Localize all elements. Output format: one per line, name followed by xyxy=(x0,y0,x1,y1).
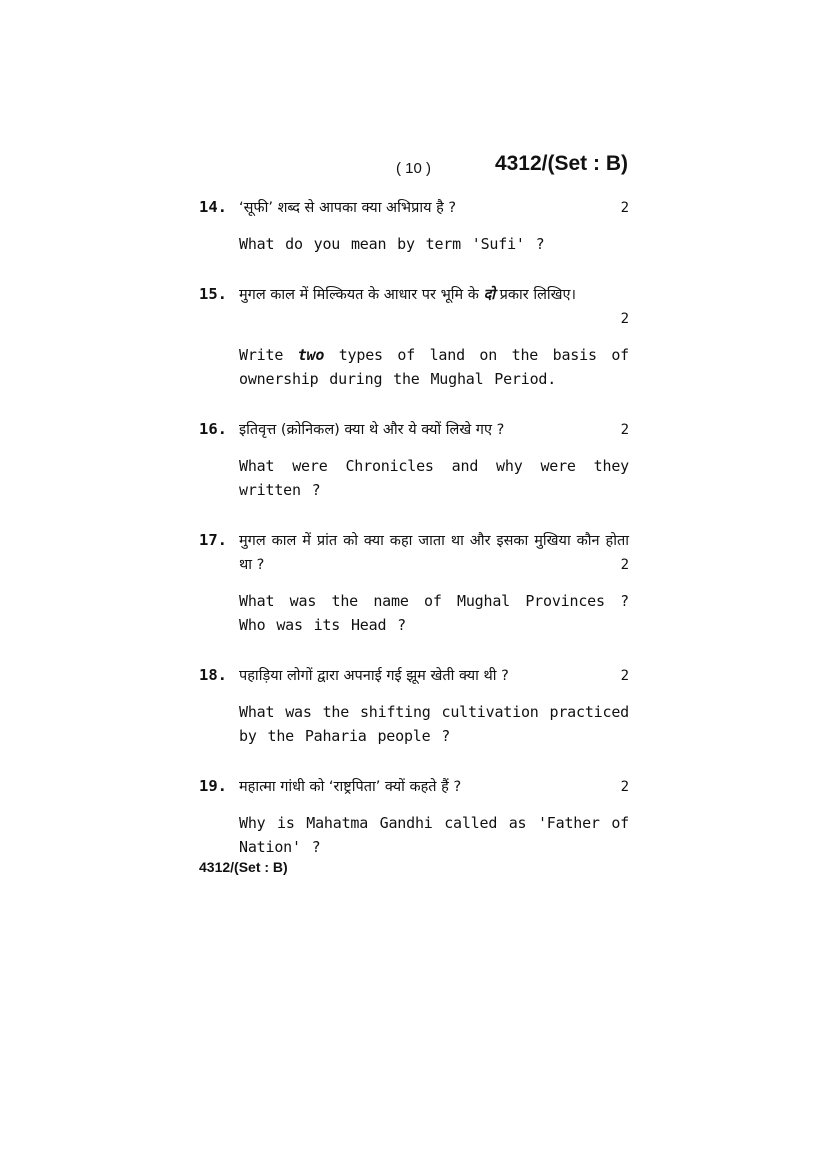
question-english: What were Chronicles and why were they written ? xyxy=(239,456,629,499)
question-english: What was the name of Mughal Provinces ? Who was its Head ? xyxy=(239,591,629,634)
question-number: 14. xyxy=(199,198,227,216)
question-hindi xyxy=(239,283,629,307)
question-hindi xyxy=(239,775,629,799)
question-number: 16. xyxy=(199,419,227,438)
question-hindi-text: मुगल काल में मिल्कियत के आधार पर भूमि के xyxy=(239,286,479,303)
question-19 xyxy=(199,775,629,860)
question-hindi xyxy=(239,196,629,220)
question-english: What do you mean by term 'Sufi' ? xyxy=(239,235,545,253)
question-18 xyxy=(199,664,629,749)
question-english-end: types of land on the basis of ownership during the Mughal Period. xyxy=(239,345,629,388)
question-16 xyxy=(199,418,629,503)
question-hindi-text: पहाड़िया लोगों द्वारा अपनाई गई झूम खेती क्या थी ? xyxy=(239,667,509,684)
question-hindi xyxy=(239,418,629,442)
question-14 xyxy=(199,196,629,257)
question-number: 18. xyxy=(199,665,227,684)
question-hindi-emphasis: दो xyxy=(483,286,496,303)
paper-code-footer: 4312/(Set : B) xyxy=(199,859,288,875)
question-marks: 2 xyxy=(620,778,629,795)
page-number: ( 10 ) xyxy=(396,160,432,177)
question-english: What was the shifting cultivation practiced by the Paharia people ? xyxy=(239,702,629,745)
question-17 xyxy=(199,529,629,638)
question-hindi-text: ‘सूफी’ शब्द से आपका क्या अभिप्राय है ? xyxy=(239,200,457,216)
question-english-emphasis: two xyxy=(297,345,325,364)
question-number: 17. xyxy=(199,530,227,549)
question-15 xyxy=(199,283,629,392)
question-english xyxy=(239,343,629,392)
question-english-start: Write xyxy=(239,345,284,364)
question-marks: 2 xyxy=(620,667,629,684)
question-hindi-text: महात्मा गांधी को ‘राष्ट्रपिता’ क्यों कहते हैं ? xyxy=(239,778,462,795)
question-list xyxy=(199,196,629,886)
question-marks: 2 xyxy=(620,421,629,438)
question-hindi xyxy=(239,664,629,688)
page-header xyxy=(0,152,826,184)
question-english: Why is Mahatma Gandhi called as 'Father of Nation' ? xyxy=(239,813,629,856)
question-hindi-text-end: प्रकार लिखिए। xyxy=(499,286,577,303)
paper-code-header: 4312/(Set : B) xyxy=(494,152,628,175)
question-hindi: मुगल काल में प्रांत को क्या कहा जाता था और इसका मुखिया कौन होता था ? xyxy=(239,532,629,573)
question-number: 15. xyxy=(199,284,227,303)
question-marks: 2 xyxy=(620,200,629,216)
question-marks: 2 xyxy=(620,310,629,327)
question-number: 19. xyxy=(199,776,227,795)
question-hindi-text: इतिवृत्त (क्रोनिकल) क्या थे और ये क्यों लिखे गए ? xyxy=(239,421,505,438)
question-marks: 2 xyxy=(620,556,629,573)
